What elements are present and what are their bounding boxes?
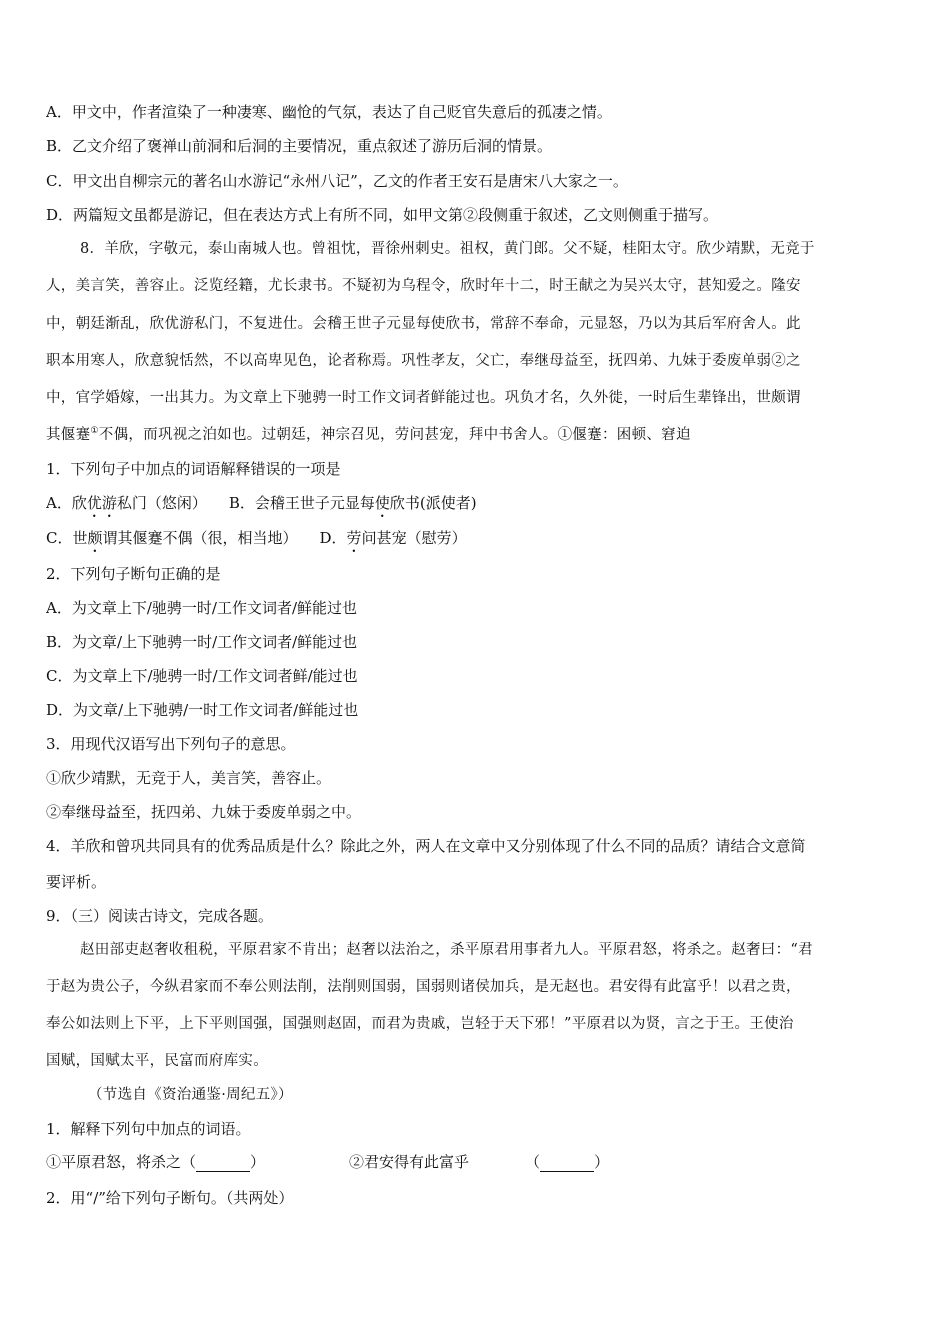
item-1-prefix: ①平原君怒，将杀之（ (46, 1153, 197, 1171)
q8-sub3-question: 3．用现代汉语写出下列句子的意思。 (46, 735, 296, 753)
q8-sub2-question: 2．下列句子断句正确的是 (46, 565, 221, 583)
option-d-prefix: D． (319, 529, 347, 547)
q8-passage-line: 中，朝廷渐乱，欣优游私门，不复进仕。会稽王世子元显每使欣书，常辞不奉命，元显怒，乃以为其后军府舍人。此 (46, 316, 801, 332)
q8-sub1-options-cd (46, 528, 906, 556)
option-a-suffix: 私门（悠闲） (116, 494, 207, 512)
footnote-marker: ① (90, 426, 99, 437)
q9-passage-line: 赵田部吏赵奢收租税，平原君家不肯出；赵奢以法治之，杀平原君用事者九人。平原君怒，将杀之。赵奢曰：“君 (80, 942, 813, 958)
dotted-word: 优游 (86, 494, 117, 512)
item-1-suffix: ） (250, 1153, 266, 1171)
q7-option-b: B．乙文介绍了褒禅山前洞和后洞的主要情况，重点叙述了游历后洞的情景。 (46, 137, 553, 155)
q8-sub1-options-ab (46, 493, 906, 521)
item-2-close: ） (594, 1153, 610, 1171)
option-d-suffix: 问甚宠（慰劳） (361, 529, 467, 547)
q8-passage-line: 人，美言笑，善容止。泛览经籍，尤长隶书。不疑初为乌程令，欣时年十二，时王献之为吴兴太守，甚知爱之。隆安 (46, 278, 801, 294)
dotted-word: 颇 (87, 529, 103, 547)
q8-sub2-option-a: A．为文章上下/驰骋一时/工作文词者/鲜能过也 (46, 599, 357, 617)
q8-sub2-option-b: B．为文章/上下驰骋一时/工作文词者/鲜能过也 (46, 633, 358, 651)
option-c-suffix: 谓其偃蹇不偶（很，相当地） (102, 529, 298, 547)
q7-option-d: D．两篇短文虽都是游记，但在表达方式上有所不同，如甲文第②段侧重于叙述，乙文则侧重于描写。 (46, 206, 719, 224)
q8-passage-line: 中，官学婚嫁，一出其力。为文章上下驰骋一时工作文词者鲜能过也。巩负才名，久外徙，一时后生辈锋出，世颇谓 (46, 390, 801, 406)
q9-passage-line: 国赋，国赋太平，民富而府库实。 (46, 1053, 268, 1069)
option-b-suffix: 欣书(派使者) (389, 494, 477, 512)
answer-blank-2[interactable] (540, 1157, 594, 1172)
q8-passage-text: 不偶，而巩视之泊如也。过朝廷，神宗召见，劳问甚宠，拜中书舍人。①偃蹇：困顿、窘迫 (98, 427, 691, 443)
q7-option-c: C．甲文出自柳宗元的著名山水游记“永州八记”，乙文的作者王安石是唐宋八大家之一。 (46, 172, 628, 190)
answer-blank-1[interactable] (196, 1157, 250, 1172)
q8-sub2-option-c: C．为文章上下/驰骋一时/工作文词者鲜/能过也 (46, 667, 358, 685)
option-b-prefix: B．会稽王世子元显每 (228, 494, 375, 512)
q9-source: （节选自《资治通鉴·周纪五》） (88, 1087, 293, 1103)
q9-passage-line: 奉公如法则上下平，上下平则国强，国强则赵固，而君为贵戚，岂轻于天下邪！”平原君以为贤，言之于王。王使治 (46, 1016, 794, 1032)
q9-passage-line: 于赵为贵公子，今纵君家而不奉公则法削，法削则国弱，国弱则诸侯加兵，是无赵也。君安得有此富乎！以君之贵， (46, 979, 801, 995)
option-a-prefix: A．欣 (46, 494, 87, 512)
q8-sub3-sentence-2: ②奉继母益至，抚四弟、九妹于委废单弱之中。 (46, 803, 362, 821)
item-2-open: （ (525, 1153, 541, 1171)
q8-sub2-option-d: D．为文章/上下驰骋/一时工作文词者/鲜能过也 (46, 701, 359, 719)
q8-passage-line: 8．羊欣，字敬元，泰山南城人也。曾祖忱，晋徐州刺史。祖权，黄门郎。父不疑，桂阳太守。欣少靖默，无竞于 (80, 241, 815, 257)
q7-option-a: A．甲文中，作者渲染了一种凄寒、幽怆的气氛，表达了自己贬官失意后的孤凄之情。 (46, 103, 612, 121)
option-c-prefix: C．世 (46, 529, 88, 547)
q8-passage-line: 职本用寒人，欣意貌恬然，不以高卑见色，论者称焉。巩性孝友，父亡，奉继母益至，抚四弟、九妹于委废单弱②之 (46, 353, 801, 369)
q8-sub4-question-cont: 要评析。 (46, 873, 107, 891)
q9-sub1-question: 1．解释下列句中加点的词语。 (46, 1120, 251, 1138)
item-2-prefix: ②君安得有此富乎 (349, 1153, 470, 1171)
q9-sub1-items (46, 1152, 906, 1172)
q9-heading: 9．（三）阅读古诗文，完成各题。 (46, 907, 274, 925)
q8-sub4-question: 4．羊欣和曾巩共同具有的优秀品质是什么？除此之外，两人在文章中又分别体现了什么不同的品质？请结合文意简 (46, 837, 806, 855)
q8-sub1-question: 1．下列句子中加点的词语解释错误的一项是 (46, 460, 341, 478)
q8-passage-last-line (46, 425, 906, 445)
q8-sub3-sentence-1: ①欣少靖默，无竞于人，美言笑，善容止。 (46, 769, 332, 787)
dotted-word: 劳 (346, 529, 362, 547)
q9-sub2-question: 2．用“/”给下列句子断句。（共两处） (46, 1189, 294, 1207)
dotted-word: 使 (374, 494, 390, 512)
q8-passage-text: 其偃蹇 (46, 427, 91, 443)
